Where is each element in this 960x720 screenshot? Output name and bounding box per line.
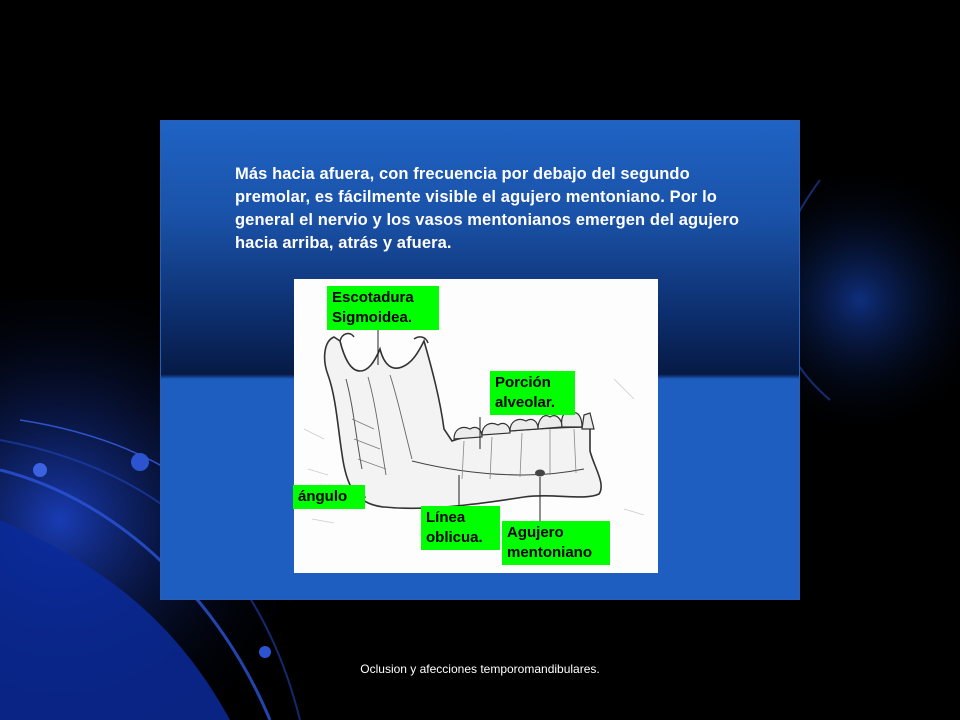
slide-footer: Oclusion y afecciones temporomandibulares. xyxy=(360,662,600,676)
label-line: mentoniano xyxy=(507,544,592,561)
label-porcion-alveolar xyxy=(490,371,575,415)
label-line: alveolar. xyxy=(495,394,556,411)
label-line: Agujero xyxy=(507,524,564,541)
label-line: Sigmoidea. xyxy=(332,309,413,326)
mandible-figure xyxy=(294,279,658,573)
label-line: Escotadura xyxy=(332,289,414,306)
label-agujero-mentoniano xyxy=(502,521,610,565)
label-line: ángulo xyxy=(298,488,348,505)
decor-dot xyxy=(259,646,271,658)
label-line: Porción xyxy=(495,374,551,391)
label-line: Línea xyxy=(426,509,466,526)
label-line: oblicua. xyxy=(426,529,483,546)
label-angulo xyxy=(293,485,365,509)
decor-dot xyxy=(131,453,149,471)
slide-description: Más hacia afuera, con frecuencia por debajo del segundo premolar, es fácilmente visible el agujero mentoniano. Por lo general el nervio y los vasos mentonianos emergen del agujero hacia arriba, atrás y afuera. xyxy=(235,165,740,252)
label-escotadura-sigmoidea xyxy=(327,286,439,330)
decor-dot xyxy=(33,463,47,477)
content-panel xyxy=(160,120,800,600)
label-linea-oblicua xyxy=(421,506,500,550)
